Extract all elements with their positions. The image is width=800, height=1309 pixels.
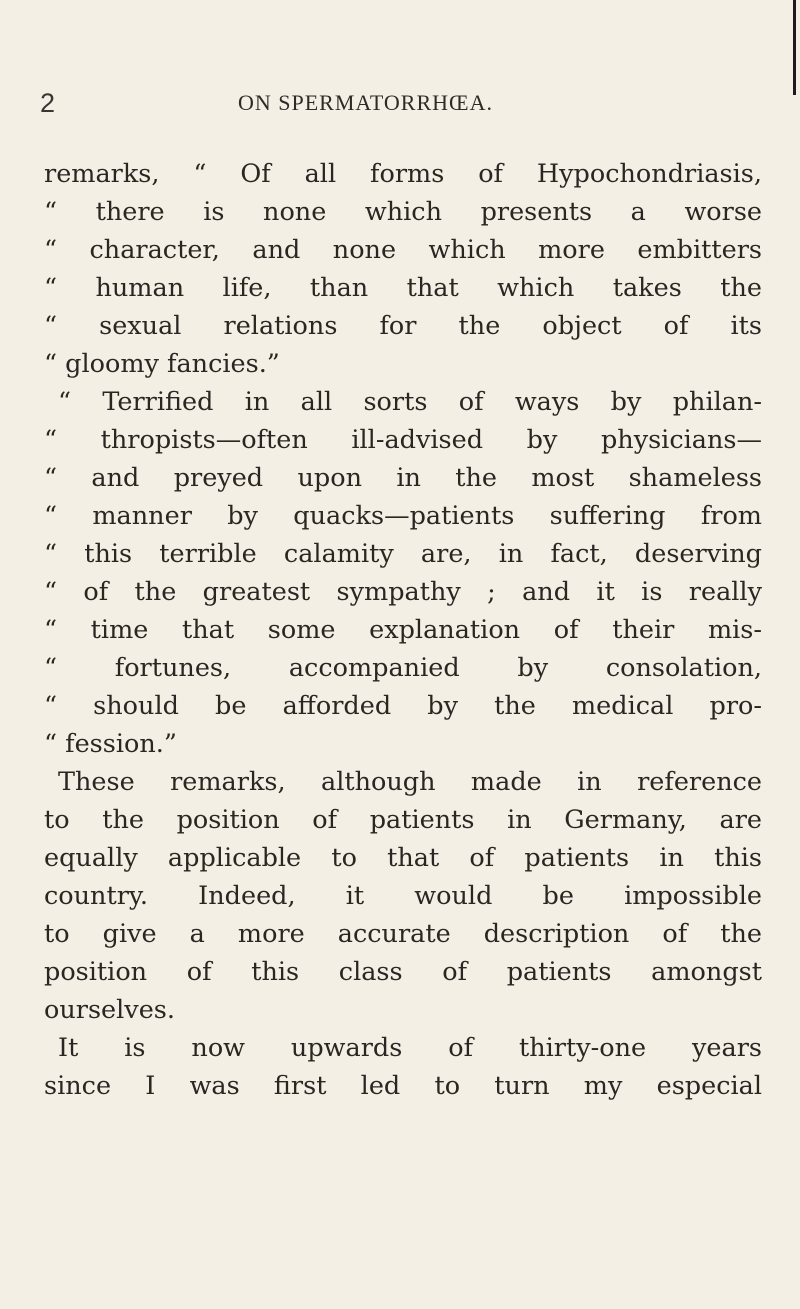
text-line: equally applicable to that of patients in this [44,843,762,873]
text-line: ourselves. [44,995,175,1025]
page-number: 2 [40,88,56,118]
text-line: “ Terrified in all sorts of ways by philan- [58,387,762,417]
text-line: “ sexual relations for the object of its [44,311,762,341]
text-line: “ human life, than that which takes the [44,273,762,303]
text-line: to the position of patients in Germany, are [44,805,762,835]
text-line: “ manner by quacks—patients suffering from [44,501,762,531]
text-line: “ should be afforded by the medical pro- [44,691,762,721]
text-line: “ this terrible calamity are, in fact, deserving [44,539,762,569]
page-edge-line [793,0,796,95]
running-head: ON SPERMATORRHŒA. [238,90,493,115]
text-line: “ fortunes, accompanied by consolation, [44,653,762,683]
text-line: since I was first led to turn my especial [44,1071,762,1101]
text-line: “ thropists—often ill-advised by physicians— [44,425,762,455]
text-line: It is now upwards of thirty-one years [58,1033,762,1063]
text-line: “ of the greatest sympathy ; and it is really [44,577,762,607]
text-line: remarks, “ Of all forms of Hypochondriasis, [44,159,762,189]
text-line: “ gloomy fancies.” [44,349,280,379]
text-line: “ there is none which presents a worse [44,197,762,227]
text-line: “ time that some explanation of their mis- [44,615,762,645]
text-line: to give a more accurate description of the [44,919,762,949]
text-line: These remarks, although made in reference [58,767,762,797]
page-header [0,88,800,128]
text-line: “ character, and none which more embitters [44,235,762,265]
text-line: country. Indeed, it would be impossible [44,881,762,911]
text-line: position of this class of patients amongst [44,957,762,987]
text-line: “ and preyed upon in the most shameless [44,463,762,493]
text-line: “ fession.” [44,729,177,759]
